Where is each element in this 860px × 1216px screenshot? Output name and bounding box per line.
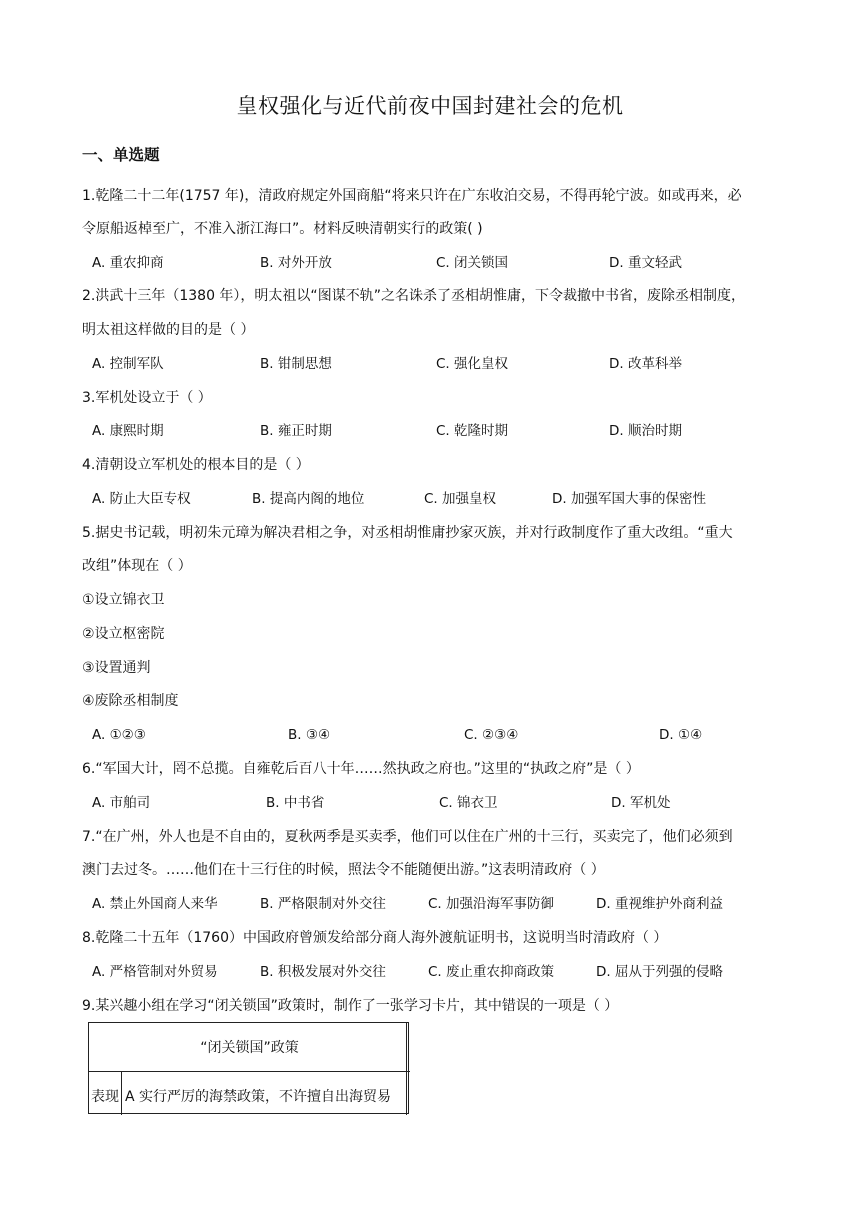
option-c[interactable]: C. 强化皇权: [436, 356, 509, 372]
option-d[interactable]: D. 加强军国大事的保密性: [552, 491, 706, 507]
question-5-item-2: ②设立枢密院: [82, 626, 165, 642]
question-3-line-1: 3.军机处设立于（ ）: [82, 390, 212, 406]
question-5-item-4: ④废除丞相制度: [82, 693, 179, 709]
option-c[interactable]: C. 加强沿海军事防御: [428, 896, 555, 912]
question-5-line-2: 改组”体现在（ ）: [82, 558, 192, 574]
question-7-line-2: 澳门去过冬。……他们在十三行住的时候，照法令不能随便出游。”这表明清政府（ ）: [82, 862, 605, 878]
option-c[interactable]: C. 锦衣卫: [439, 795, 498, 811]
option-d[interactable]: D. 军机处: [611, 795, 671, 811]
option-d[interactable]: D. 顺治时期: [609, 423, 682, 439]
option-a[interactable]: A. 市舶司: [92, 795, 151, 811]
question-1-options: [92, 253, 792, 273]
option-a[interactable]: A. ①②③: [92, 727, 146, 743]
question-7-line-1: 7.“在广州，外人也是不自由的，夏秋两季是买卖季，他们可以住在广州的十三行，买卖完了，他们必须到: [82, 829, 733, 845]
question-5-item-1: ①设立锦衣卫: [82, 592, 165, 608]
question-8-options: [92, 962, 792, 982]
option-a[interactable]: A. 重农抑商: [92, 255, 164, 271]
question-9-line-1: 9.某兴趣小组在学习“闭关锁国”政策时，制作了一张学习卡片，其中错误的一项是（ ）: [82, 998, 619, 1014]
option-a[interactable]: A. 严格管制对外贸易: [92, 964, 218, 980]
section-heading: 一、单选题: [82, 146, 160, 164]
option-a[interactable]: A. 康熙时期: [92, 423, 164, 439]
option-b[interactable]: B. 中书省: [266, 795, 325, 811]
question-3-options: [92, 421, 792, 441]
question-5-options: [92, 725, 792, 745]
option-d[interactable]: D. 改革科举: [609, 356, 682, 372]
option-b[interactable]: B. 雍正时期: [260, 423, 332, 439]
card-heading: “闭关锁国”政策: [200, 1040, 299, 1056]
page-title: 皇权强化与近代前夜中国封建社会的危机: [236, 94, 624, 118]
card-column-divider: [121, 1072, 122, 1115]
option-c[interactable]: C. 废止重农抑商政策: [428, 964, 555, 980]
question-6-line-1: 6.“军国大计，罔不总揽。自雍乾后百八十年……然执政之府也。”这里的“执政之府”是（ ）: [82, 761, 640, 777]
question-7-options: [92, 894, 792, 914]
option-d[interactable]: D. ①④: [659, 727, 703, 743]
question-4-line-1: 4.清朝设立军机处的根本目的是（ ）: [82, 457, 310, 473]
option-c[interactable]: C. 闭关锁国: [436, 255, 509, 271]
question-4-options: [92, 489, 792, 509]
option-b[interactable]: B. ③④: [288, 727, 331, 743]
question-6-options: [92, 793, 792, 813]
option-a[interactable]: A. 禁止外国商人来华: [92, 896, 218, 912]
option-b[interactable]: B. 钳制思想: [260, 356, 332, 372]
option-c[interactable]: C. 乾隆时期: [436, 423, 509, 439]
option-a[interactable]: A. 控制军队: [92, 356, 164, 372]
study-card-table: [88, 1022, 409, 1114]
option-d[interactable]: D. 重文轻武: [609, 255, 682, 271]
question-1-line-2: 令原船返棹至广，不准入浙江海口”。材料反映清朝实行的政策( ): [82, 221, 483, 237]
card-row-text: A 实行严厉的海禁政策，不许擅自出海贸易: [125, 1089, 392, 1105]
option-d[interactable]: D. 屈从于列强的侵略: [596, 964, 723, 980]
question-8-line-1: 8.乾隆二十五年（1760）中国政府曾颁发给部分商人海外渡航证明书，这说明当时清政府（ ）: [82, 930, 668, 946]
card-inner-edge: [406, 1023, 407, 1115]
question-2-options: [92, 354, 792, 374]
option-c[interactable]: C. ②③④: [464, 727, 519, 743]
question-5-line-1: 5.据史书记载，明初朱元璋为解决君相之争，对丞相胡惟庸抄家灭族，并对行政制度作了重大改组。“重大: [82, 525, 733, 541]
question-5-item-3: ③设置通判: [82, 660, 151, 676]
option-b[interactable]: B. 积极发展对外交往: [260, 964, 386, 980]
card-row-label: 表现: [91, 1089, 119, 1105]
option-b[interactable]: B. 对外开放: [260, 255, 332, 271]
option-a[interactable]: A. 防止大臣专权: [92, 491, 191, 507]
option-b[interactable]: B. 严格限制对外交往: [260, 896, 386, 912]
option-b[interactable]: B. 提高内阁的地位: [252, 491, 365, 507]
option-c[interactable]: C. 加强皇权: [424, 491, 497, 507]
option-d[interactable]: D. 重视维护外商利益: [596, 896, 723, 912]
question-2-line-1: 2.洪武十三年（1380 年），明太祖以“图谋不轨”之名诛杀了丞相胡惟庸，下令裁撤中书省，废除丞相制度，: [82, 288, 745, 304]
question-1-line-1: 1.乾隆二十二年(1757 年)，清政府规定外国商船“将来只许在广东收泊交易，不得再轮宁波。如或再来，必: [82, 188, 742, 204]
question-2-line-2: 明太祖这样做的目的是（ ）: [82, 322, 255, 338]
